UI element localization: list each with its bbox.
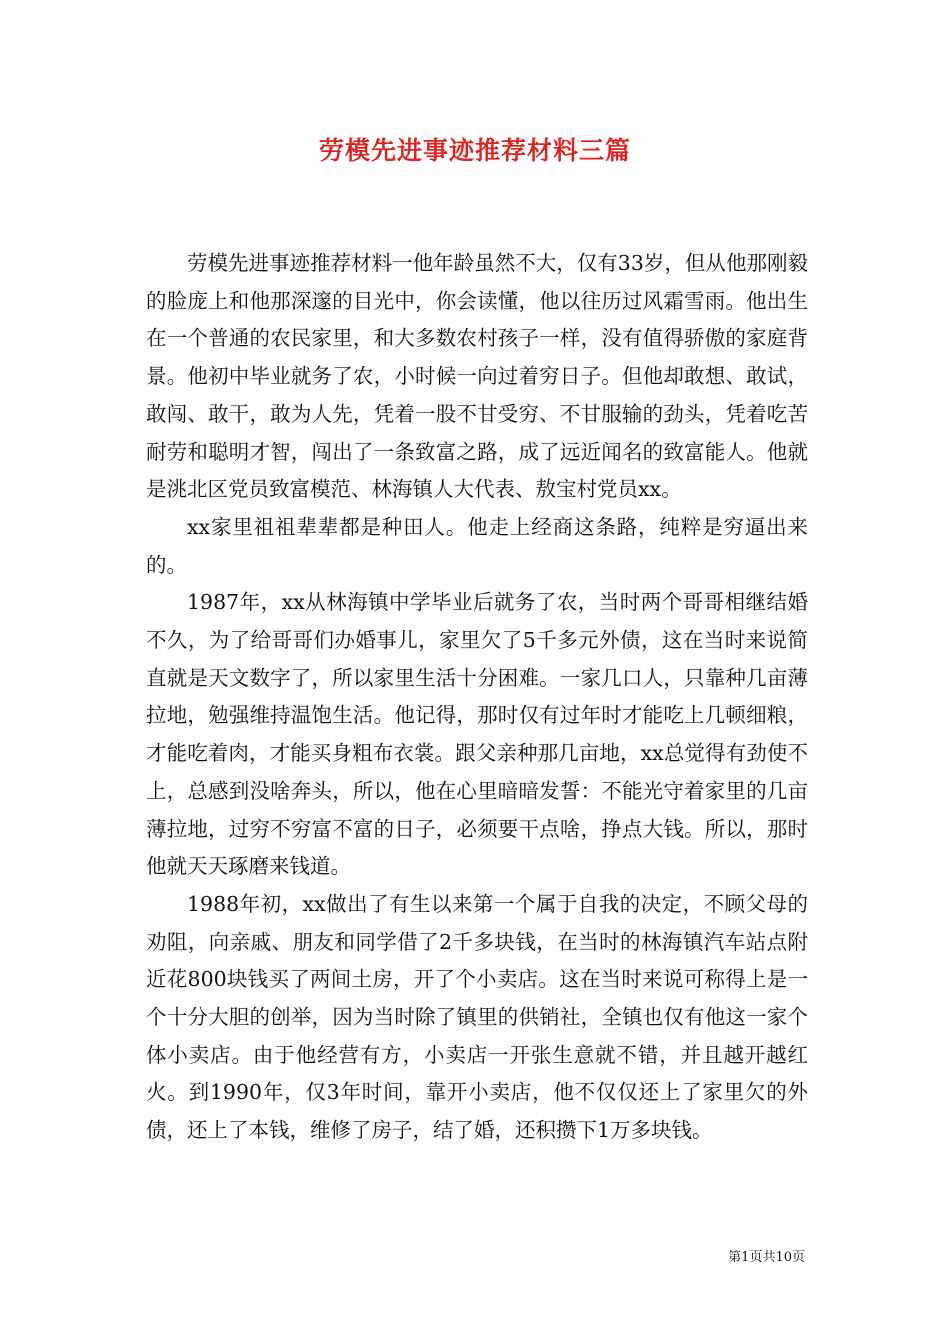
page-number-footer: 第1页共10页 bbox=[728, 1250, 805, 1265]
paragraph-1: 劳模先进事迹推荐材料一他年龄虽然不大，仅有33岁，但从他那刚毅的脸庞上和他那深邃的目光中，你会读懂，他以往历过风霜雪雨。他出生在一个普通的农民家里，和大多数农村孩子一样，没有值得骄傲的家庭背景。他初中毕业就务了农，小时候一向过着穷日子。但他却敢想、敢试，敢闯、敢干，敢为人先，凭着一股不甘受穷、不甘服输的劲头，凭着吃苦耐劳和聪明才智，闯出了一条致富之路，成了远近闻名的致富能人。他就是洮北区党员致富模范、林海镇人大代表、敖宝村党员xx。 bbox=[146, 251, 808, 502]
paragraph-4: 1988年初，xx做出了有生以来第一个属于自我的决定，不顾父母的劝阻，向亲戚、朋友和同学借了2千多块钱，在当时的林海镇汽车站点附近花800块钱买了两间土房，开了个小卖店。这在当时来说可称得上是一个十分大胆的创举，因为当时除了镇里的供销社，全镇也仅有他这一家个体小卖店。由于他经营有方，小卖店一开张生意就不错，并且越开越红火。到1990年，仅3年时间，靠开小卖店，他不仅仅还上了家里欠的外债，还上了本钱，维修了房子，结了婚，还积攒下1万多块钱。 bbox=[146, 891, 808, 1143]
document-title: 劳模先进事迹推荐材料三篇 bbox=[318, 136, 631, 165]
document-body bbox=[146, 245, 808, 1150]
paragraph-2: xx家里祖祖辈辈都是种田人。他走上经商这条路，纯粹是穷逼出来的。 bbox=[146, 514, 808, 577]
paragraph-3: 1987年，xx从林海镇中学毕业后就务了农，当时两个哥哥相继结婚不久，为了给哥哥们办婚事儿，家里欠了5千多元外债，这在当时来说简直就是天文数字了，所以家里生活十分困难。一家几口人，只靠种几亩薄拉地，勉强维持温饱生活。他记得，那时仅有过年时才能吃上几顿细粮，才能吃着肉，才能买身粗布衣裳。跟父亲种那几亩地，xx总觉得有劲使不上，总感到没啥奔头，所以，他在心里暗暗发誓：不能光守着家里的几亩薄拉地，过穷不穷富不富的日子，必须要干点啥，挣点大钱。所以，那时他就天天琢磨来钱道。 bbox=[146, 590, 808, 879]
